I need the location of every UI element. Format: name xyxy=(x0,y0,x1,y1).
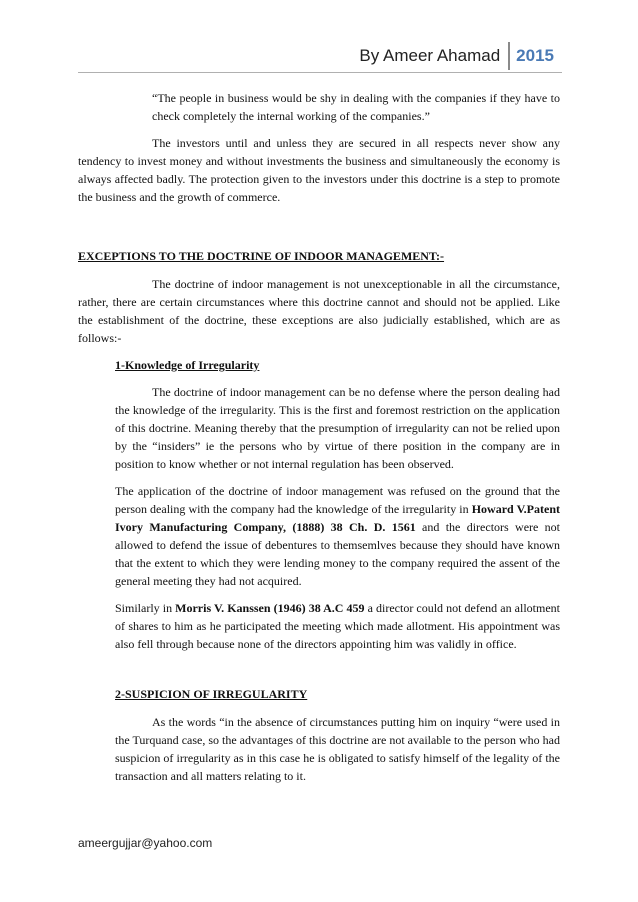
section1-paragraph3-pre: Similarly in xyxy=(115,601,173,615)
morris-case-citation: Morris V. Kanssen (1946) 38 A.C 459 xyxy=(175,601,365,615)
header-rule xyxy=(78,72,562,73)
page-header xyxy=(359,43,554,69)
section1-paragraph3 xyxy=(115,599,560,653)
exceptions-heading: EXCEPTIONS TO THE DOCTRINE OF INDOOR MANAGEMENT:- xyxy=(78,249,445,263)
section1-paragraph3-post: a director could not defend an allotment of shares to him as he participated the meeting which made allotment. His appointment was also fell through because none of the directors appointing him was validly in office. xyxy=(115,601,560,651)
section1-paragraph2-post: and the directors were not allowed to defend the issue of debentures to themsemlves because they should have known that the extent to which they were lending money to the company required the assent of the general meeting they had not acquired. xyxy=(115,520,561,588)
quote-paragraph: “The people in business would be shy in dealing with the companies if they have to check completely the internal working of the companies.” xyxy=(152,91,560,123)
section1-heading: 1-Knowledge of Irregularity xyxy=(115,358,260,372)
section2-heading: 2-SUSPICION OF IRREGULARITY xyxy=(115,687,308,701)
section2-paragraph1: As the words “in the absence of circumstances putting him on inquiry “were used in the Turquand case, so the advantages of this doctrine are not available to the person who had suspicion of irregularity as in this case he is obligated to satisfy himself of the legality of the transaction and all matters relating to it. xyxy=(115,715,560,783)
exceptions-intro-paragraph: The doctrine of indoor management is not unexceptionable in all the circumstance, rather, there are certain circumstances where this doctrine cannot and should not be applied. Like the establishment of the doctrine, these exceptions are also judicially established, which are as follows:- xyxy=(78,277,560,345)
investors-paragraph: The investors until and unless they are secured in all respects never show any tendency to invest money and without investments the business and simultaneously the economy is always affected badly. The protection given to the investors under this doctrine is a step to promote the business and the growth of commerce. xyxy=(78,136,560,204)
header-author: By Ameer Ahamad xyxy=(359,46,501,65)
howard-case-citation: Howard V.Patent Ivory Manufacturing Company, (1888) 38 Ch. D. 1561 xyxy=(115,502,561,534)
page-footer-email: ameergujjar@yahoo.com xyxy=(78,836,213,850)
document-body xyxy=(78,75,560,785)
header-year: 2015 xyxy=(516,46,554,65)
section1-paragraph2 xyxy=(115,482,560,590)
section1-paragraph1: The doctrine of indoor management can be no defense where the person dealing had the knowledge of the irregularity. This is the first and foremost restriction on the application of this doctrine. Meaning thereby that the presumption of irregularity can not be relied upon by the “insiders” ie the persons who by virtue of there position in the company are in position to know whether or not internal regulation has been observed. xyxy=(115,385,560,471)
section1-paragraph2-pre: The application of the doctrine of indoor management was refused on the ground that the person dealing with the company had the knowledge of the irregularity in xyxy=(115,484,560,516)
